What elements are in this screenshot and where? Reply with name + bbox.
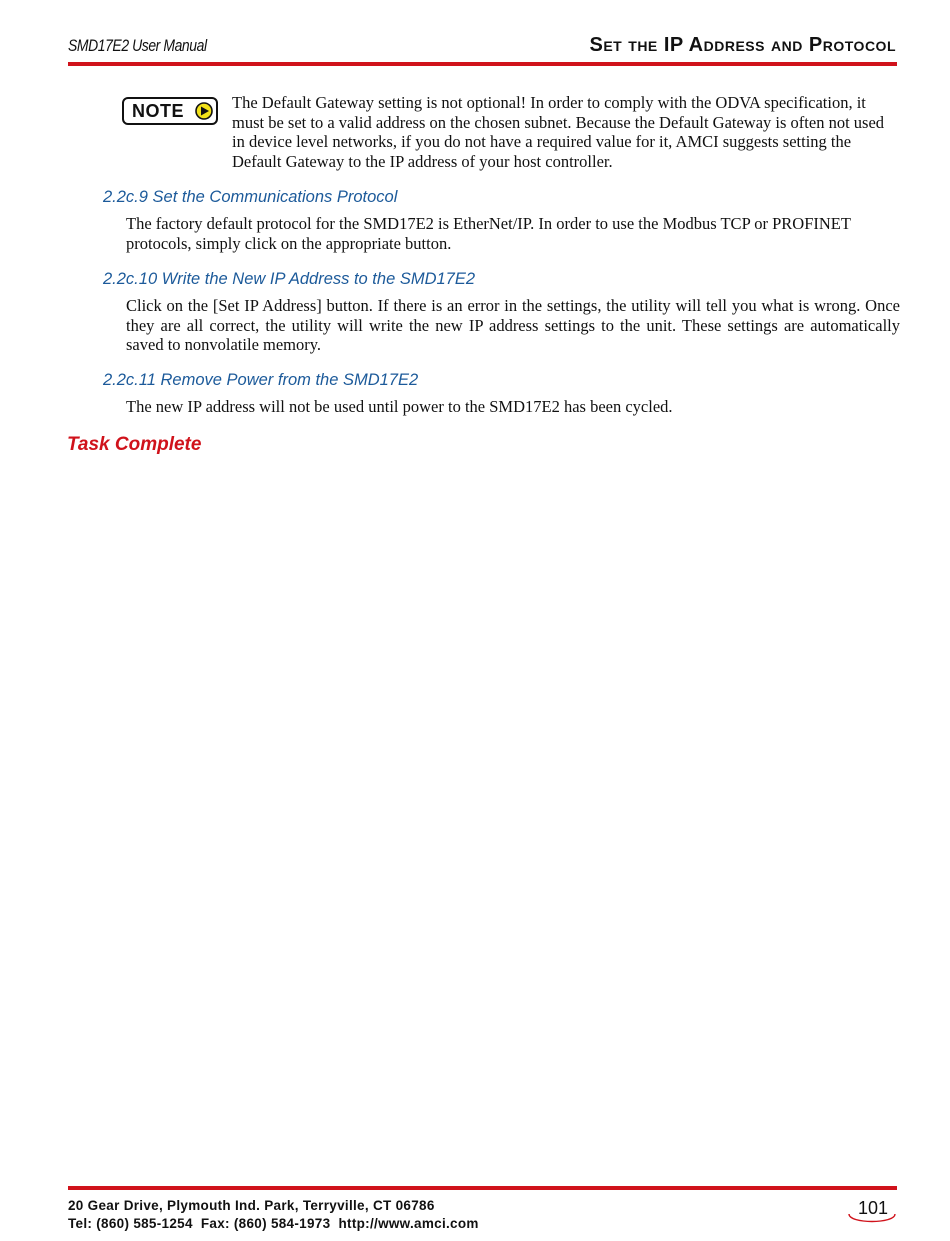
page-number: 101 — [857, 1198, 888, 1218]
footer-address: 20 Gear Drive, Plymouth Ind. Park, Terryville, CT 06786 — [68, 1198, 435, 1213]
page-number-swoosh-icon — [846, 1208, 898, 1224]
section-heading-write-ip: 2.2c.10 Write the New IP Address to the SMD17E2 — [103, 270, 476, 288]
footer-contact: Tel: (860) 585-1254 Fax: (860) 584-1973 http://www.amci.com — [68, 1216, 479, 1231]
footer-divider — [68, 1186, 897, 1190]
section-heading-protocol: 2.2c.9 Set the Communications Protocol — [103, 188, 398, 206]
header-divider — [68, 62, 897, 66]
task-complete-heading: Task Complete — [67, 434, 202, 455]
section-header-title: Set the IP Address and Protocol — [589, 34, 896, 56]
section-heading-remove-power: 2.2c.11 Remove Power from the SMD17E2 — [103, 371, 419, 389]
section-body-remove-power: The new IP address will not be used until power to the SMD17E2 has been cycled. — [126, 397, 673, 416]
manual-title: SMD17E2 User Manual — [68, 36, 207, 55]
section-body-protocol: The factory default protocol for the SMD17E2 is EtherNet/IP. In order to use the Modbus TCP or PROFINET protocols, simply click on the appropriate button. — [126, 214, 851, 253]
note-text: The Default Gateway setting is not optional! In order to comply with the ODVA specification, it must be set to a valid address on the chosen subnet. Because the Default Gateway is often not used in device level networks, if you do not have a required value for it, AMCI suggests setting the Default Gateway to the IP address of your host controller. — [232, 93, 885, 171]
note-badge-label: NOTE — [132, 101, 185, 121]
note-badge — [122, 97, 218, 125]
section-body-write-ip: Click on the [Set IP Address] button. If there is an error in the settings, the utility will tell you what is wrong. Once they are all correct, the utility will write the new IP address settings to the unit. These settings are automatically saved to nonvolatile memory. — [126, 296, 900, 354]
play-arrow-icon — [195, 102, 213, 120]
